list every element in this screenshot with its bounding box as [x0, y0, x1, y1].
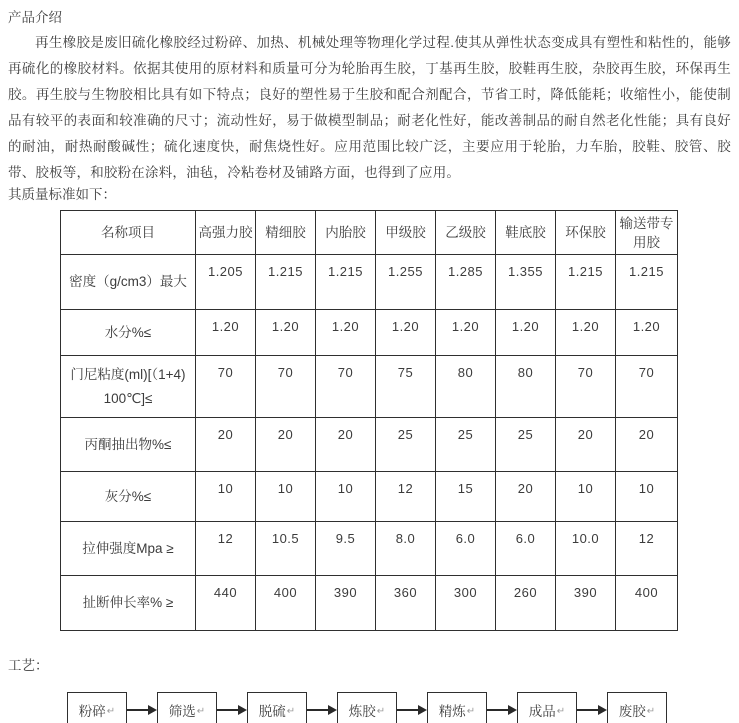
line-break-mark-icon: ↵ [556, 706, 566, 717]
table-header-row [61, 211, 678, 255]
row-label-cell: 扯断伸长率% ≥ [61, 576, 196, 631]
value-cell: 25 [436, 418, 496, 472]
flow-step-label: 炼胶 [348, 704, 376, 719]
line-break-mark-icon: ↵ [106, 706, 116, 717]
flow-arrow-icon [577, 692, 607, 723]
value-cell: 1.215 [256, 255, 316, 310]
process-flow-diagram [67, 692, 731, 723]
flow-step-desulfurization [247, 692, 307, 723]
value-cell: 20 [316, 418, 376, 472]
flow-step-label: 筛选 [168, 704, 196, 719]
value-cell: 1.20 [196, 310, 256, 356]
value-cell: 1.285 [436, 255, 496, 310]
value-cell: 12 [196, 522, 256, 576]
value-cell: 20 [496, 472, 556, 522]
value-cell: 20 [556, 418, 616, 472]
document-page [8, 8, 731, 723]
flow-arrow-icon [487, 692, 517, 723]
value-cell: 12 [376, 472, 436, 522]
value-cell: 20 [256, 418, 316, 472]
header-cell: 鞋底胶 [496, 211, 556, 255]
value-cell: 400 [256, 576, 316, 631]
row-label-cell: 丙酮抽出物%≤ [61, 418, 196, 472]
value-cell: 70 [196, 356, 256, 418]
table-row [61, 356, 678, 418]
value-cell: 400 [616, 576, 678, 631]
flow-arrow-icon [307, 692, 337, 723]
value-cell: 10 [256, 472, 316, 522]
value-cell: 70 [556, 356, 616, 418]
flow-arrow-icon [217, 692, 247, 723]
value-cell: 10 [316, 472, 376, 522]
value-cell: 10.0 [556, 522, 616, 576]
quality-standards-table [60, 210, 678, 631]
line-break-mark-icon: ↵ [196, 706, 206, 717]
flow-step-label: 粉碎 [78, 704, 106, 719]
table-row [61, 255, 678, 310]
page-title: 产品介绍 [8, 10, 62, 25]
flow-step-crushing [67, 692, 127, 723]
flow-arrow-icon [127, 692, 157, 723]
row-label-cell: 密度（g/cm3）最大 [61, 255, 196, 310]
value-cell: 360 [376, 576, 436, 631]
value-cell: 20 [196, 418, 256, 472]
value-cell: 8.0 [376, 522, 436, 576]
line-break-mark-icon: ↵ [376, 706, 386, 717]
value-cell: 260 [496, 576, 556, 631]
value-cell: 25 [376, 418, 436, 472]
value-cell: 10 [556, 472, 616, 522]
value-cell: 80 [436, 356, 496, 418]
value-cell: 25 [496, 418, 556, 472]
value-cell: 1.20 [256, 310, 316, 356]
value-cell: 15 [436, 472, 496, 522]
value-cell: 440 [196, 576, 256, 631]
value-cell: 6.0 [436, 522, 496, 576]
table-row [61, 522, 678, 576]
value-cell: 1.20 [556, 310, 616, 356]
flow-step-label: 成品 [528, 704, 556, 719]
flow-step-finished-product [517, 692, 577, 723]
header-cell: 名称项目 [61, 211, 196, 255]
row-label-cell: 水分%≤ [61, 310, 196, 356]
value-cell: 12 [616, 522, 678, 576]
value-cell: 390 [316, 576, 376, 631]
table-row [61, 310, 678, 356]
line-break-mark-icon: ↵ [466, 706, 476, 717]
header-cell: 环保胶 [556, 211, 616, 255]
flow-step-label: 废胶 [618, 704, 646, 719]
header-cell: 乙级胶 [436, 211, 496, 255]
row-label-cell: 拉伸强度Mpa ≥ [61, 522, 196, 576]
value-cell: 70 [616, 356, 678, 418]
header-cell: 内胎胶 [316, 211, 376, 255]
value-cell: 1.20 [376, 310, 436, 356]
value-cell: 75 [376, 356, 436, 418]
value-cell: 9.5 [316, 522, 376, 576]
flow-step-label: 精炼 [438, 704, 466, 719]
value-cell: 1.215 [556, 255, 616, 310]
value-cell: 1.215 [316, 255, 376, 310]
table-row [61, 576, 678, 631]
value-cell: 10.5 [256, 522, 316, 576]
flow-step-label: 脱硫 [258, 704, 286, 719]
line-break-mark-icon: ↵ [646, 706, 656, 717]
flow-step-waste-rubber [607, 692, 667, 723]
value-cell: 1.20 [616, 310, 678, 356]
flow-step-milling [337, 692, 397, 723]
value-cell: 10 [196, 472, 256, 522]
row-label-cell: 灰分%≤ [61, 472, 196, 522]
value-cell: 20 [616, 418, 678, 472]
value-cell: 80 [496, 356, 556, 418]
value-cell: 70 [256, 356, 316, 418]
intro-paragraph: 再生橡胶是废旧硫化橡胶经过粉碎、加热、机械处理等物理化学过程.使其从弹性状态变成具有塑性和粘性的，能够再硫化的橡胶材料。依据其使用的原材料和质量可分为轮胎再生胶，丁基再生胶，胶鞋再生胶，杂胶再生胶，环保再生胶。再生胶与生物胶相比具有如下特点；良好的塑性易于生胶和配合剂配合，节省工时，降低能耗；收缩性小，能使制品有较平的表面和较准确的尺寸；流动性好，易于做模型制品；耐老化性好，能改善制品的耐自然老化性能；具有良好的耐油，耐热耐酸碱性；硫化速度快，耐焦烧性好。应用范围比较广泛，主要应用于轮胎，力车胎，胶鞋、胶管、胶带、胶板等，和胶粉在涂料，油毡，冷粘卷材及铺路方面，也得到了应用。 [8, 35, 731, 180]
header-cell: 甲级胶 [376, 211, 436, 255]
table-row [61, 472, 678, 522]
line-break-mark-icon: ↵ [286, 706, 296, 717]
header-cell: 输送带专用胶 [616, 211, 678, 255]
table-row [61, 418, 678, 472]
row-label-cell: 门尼粘度(ml)[（1+4) 100℃]≤ [61, 356, 196, 418]
value-cell: 1.215 [616, 255, 678, 310]
value-cell: 6.0 [496, 522, 556, 576]
flow-step-refining [427, 692, 487, 723]
value-cell: 300 [436, 576, 496, 631]
value-cell: 10 [616, 472, 678, 522]
value-cell: 1.20 [316, 310, 376, 356]
flow-arrow-icon [397, 692, 427, 723]
value-cell: 390 [556, 576, 616, 631]
value-cell: 1.20 [496, 310, 556, 356]
value-cell: 1.255 [376, 255, 436, 310]
header-cell: 精细胶 [256, 211, 316, 255]
value-cell: 70 [316, 356, 376, 418]
value-cell: 1.355 [496, 255, 556, 310]
value-cell: 1.20 [436, 310, 496, 356]
process-label: 工艺： [8, 658, 49, 673]
table-caption: 其质量标准如下： [8, 187, 116, 202]
flow-step-screening [157, 692, 217, 723]
value-cell: 1.205 [196, 255, 256, 310]
header-cell: 高强力胶 [196, 211, 256, 255]
